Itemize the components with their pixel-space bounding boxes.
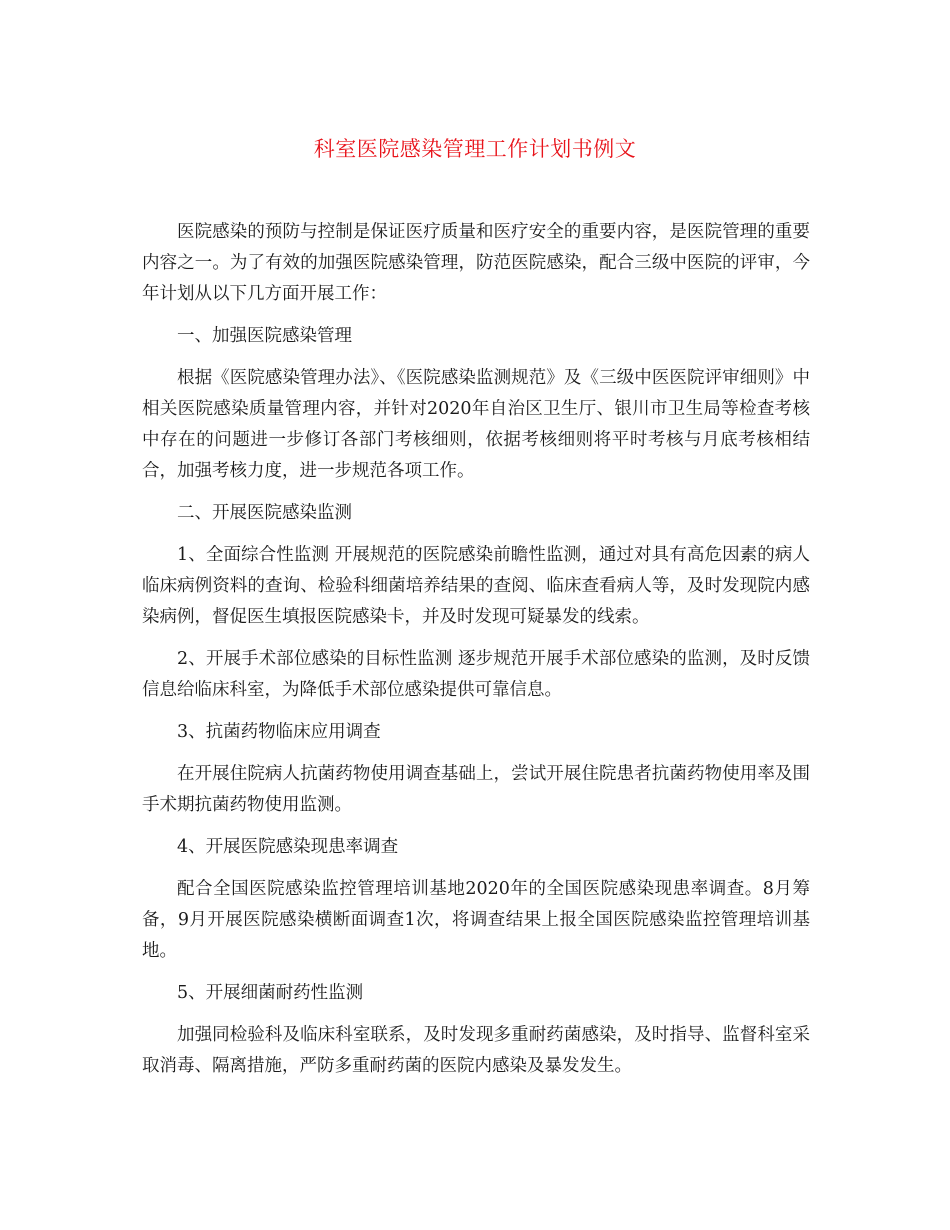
section-heading-2: 二、开展医院感染监测 bbox=[177, 503, 352, 523]
paragraph-item-2: 2、开展手术部位感染的目标性监测 逐步规范开展手术部位感染的监测，及时反馈信息给临床科室，为降低手术部位感染提供可靠信息。 bbox=[142, 649, 810, 700]
subheading-item-3: 3、抗菌药物临床应用调查 bbox=[177, 722, 381, 742]
document-body bbox=[142, 217, 810, 1093]
paragraph-item-3: 在开展住院病人抗菌药物使用调查基础上，尝试开展住院患者抗菌药物使用率及围手术期抗菌药物使用监测。 bbox=[142, 764, 810, 815]
section-heading-1: 一、加强医院感染管理 bbox=[177, 326, 352, 346]
document-title: 科室医院感染管理工作计划书例文 bbox=[313, 137, 637, 161]
subheading-item-5: 5、开展细菌耐药性监测 bbox=[177, 983, 364, 1003]
paragraph-item-1: 1、全面综合性监测 开展规范的医院感染前瞻性监测，通过对具有高危因素的病人临床病例资料的查询、检验科细菌培养结果的查阅、临床查看病人等，及时发现院内感染病例，督促医生填报医院感染卡，并及时发现可疑暴发的线索。 bbox=[142, 545, 810, 627]
paragraph-intro: 医院感染的预防与控制是保证医疗质量和医疗安全的重要内容，是医院管理的重要内容之一。为了有效的加强医院感染管理，防范医院感染，配合三级中医院的评审，今年计划从以下几方面开展工作： bbox=[142, 222, 810, 304]
subheading-item-4: 4、开展医院感染现患率调查 bbox=[177, 837, 399, 857]
paragraph-section-1: 根据《医院感染管理办法》、《医院感染监测规范》及《三级中医医院评审细则》中相关医院感染质量管理内容，并针对2020年自治区卫生厅、银川市卫生局等检查考核中存在的问题进一步修订各部门考核细则，依据考核细则将平时考核与月底考核相结合，加强考核力度，进一步规范各项工作。 bbox=[142, 368, 810, 481]
paragraph-item-5: 加强同检验科及临床科室联系，及时发现多重耐药菌感染，及时指导、监督科室采取消毒、隔离措施，严防多重耐药菌的医院内感染及暴发发生。 bbox=[142, 1025, 810, 1076]
paragraph-item-4: 配合全国医院感染监控管理培训基地2020年的全国医院感染现患率调查。8月筹备，9月开展医院感染横断面调查1次，将调查结果上报全国医院感染监控管理培训基地。 bbox=[142, 879, 810, 961]
